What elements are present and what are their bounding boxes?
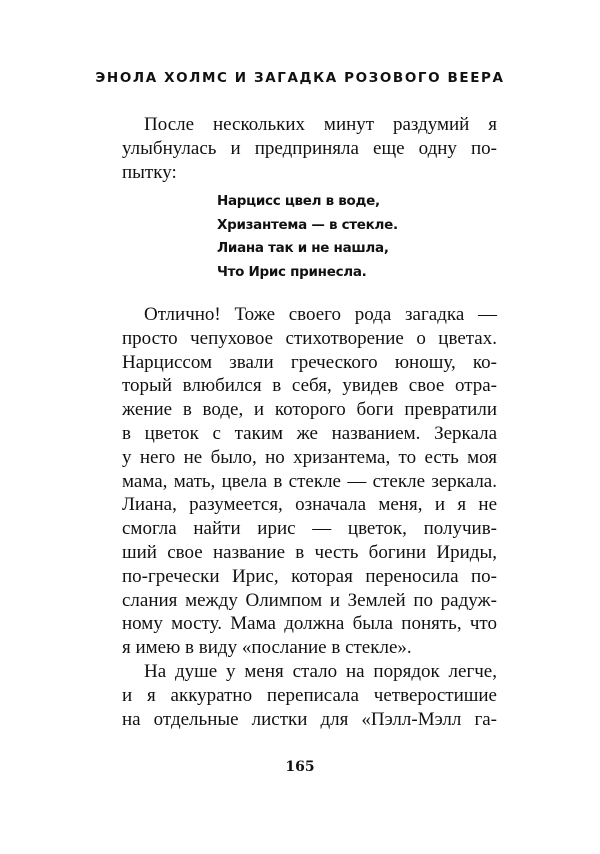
paragraph-2 (122, 303, 497, 731)
text-line: Лиана, разумеется, означала меня, и я не (122, 494, 497, 516)
text-line: жение в воде, и которого боги превратили (122, 399, 497, 421)
text-line: ному мосту. Мама должна была понять, что (122, 613, 497, 635)
poem-line: Лиана так и не нашла, (217, 240, 389, 256)
page-number: 165 (285, 759, 315, 775)
text-line: в цветок с таким же названием. Зеркала (122, 422, 497, 444)
text-line: у него не было, но хризантема, то есть моя (122, 446, 497, 468)
poem (217, 190, 398, 284)
text-line: по-гречески Ирис, которая переносила по- (122, 565, 497, 587)
text-line: На душе у меня стало на порядок легче, (144, 660, 497, 682)
text-line: ший свое название в честь богини Ириды, (122, 541, 497, 563)
text-line: просто чепуховое стихотворение о цветах. (122, 327, 497, 349)
poem-line: Нарцисс цвел в воде, (217, 193, 380, 209)
text-line: После нескольких минут раздумий я (144, 114, 497, 135)
poem-line: Что Ирис принесла. (217, 263, 367, 280)
text-line: Нарциссом звали греческого юношу, ко- (122, 351, 497, 373)
text-line: пытку: (122, 161, 177, 183)
text-line: Отлично! Тоже своего рода загадка — (144, 304, 497, 325)
paragraph-1 (122, 113, 497, 184)
running-header: ЭНОЛА ХОЛМС И ЗАГАДКА РОЗОВОГО ВЕЕРА (95, 70, 505, 86)
text-line: на отдельные листки для «Пэлл-Мэлл га- (122, 708, 497, 730)
text-line: и я аккуратно переписала четверостишие (122, 684, 497, 706)
text-line: слания между Олимпом и Землей по радуж- (122, 589, 497, 611)
text-line: я имею в виду «послание в стекле». (122, 637, 412, 659)
text-line: смогла найти ирис — цветок, получив- (122, 518, 497, 540)
text-line: торый влюбился в себя, увидев свое отра- (122, 375, 497, 397)
text-line: улыбнулась и предприняла еще одну по- (122, 137, 497, 159)
poem-line: Хризантема — в стекле. (217, 216, 398, 233)
text-line: мама, мать, цвела в стекле — стекле зеркала. (122, 470, 497, 492)
